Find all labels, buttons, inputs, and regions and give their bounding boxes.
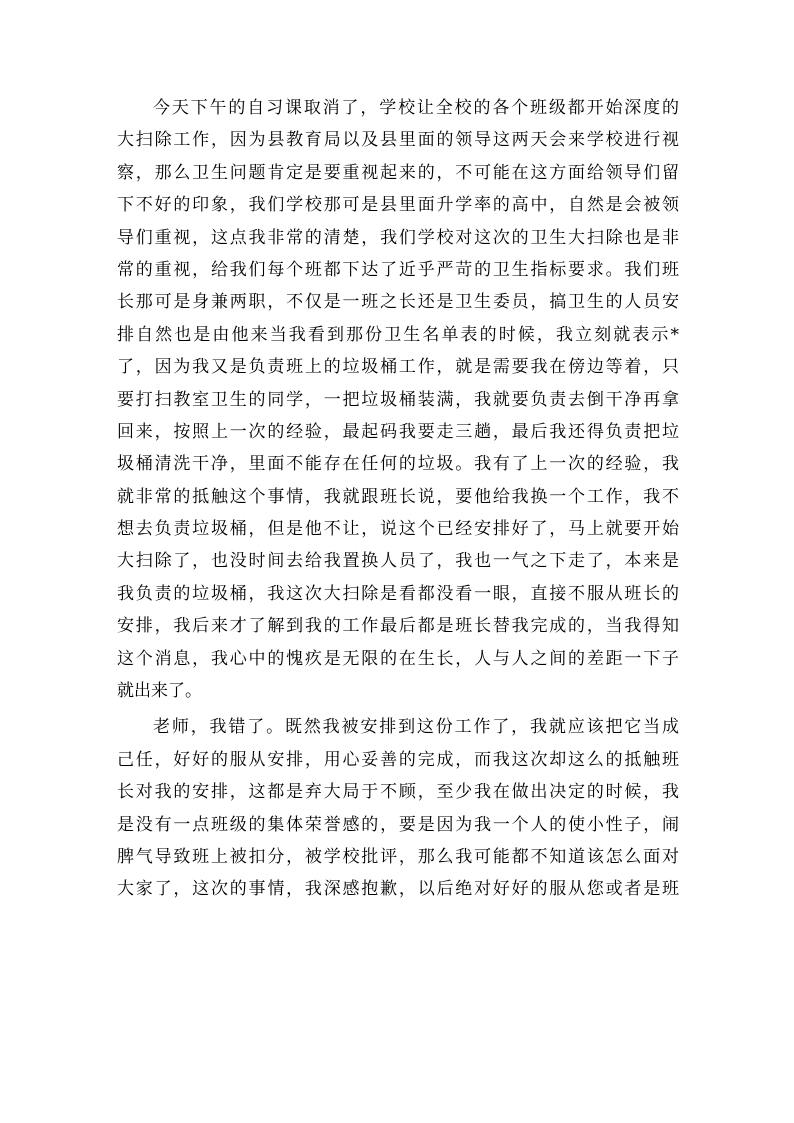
text-line: 长那可是身兼两职，不仅是一班之长还是卫生委员，搞卫生的人员安 — [117, 292, 679, 313]
text-line: 安排，我后来才了解到我的工作最后都是班长替我完成的，当我得知 — [117, 616, 679, 637]
text-line: 想去负责垃圾桶，但是他不让，说这个已经安排好了，马上就要开始 — [117, 519, 679, 540]
text-line: 今天下午的自习课取消了，学校让全校的各个班级都开始深度的 — [153, 98, 679, 118]
text-line: 常的重视，给我们每个班都下达了近乎严苛的卫生指标要求。我们班 — [117, 259, 679, 280]
text-line: 导们重视，这点我非常的清楚，我们学校对这次的卫生大扫除也是非 — [117, 227, 679, 248]
text-line: 大家了，这次的事情，我深感抱歉，以后绝对好好的服从您或者是班 — [117, 879, 679, 900]
text-line: 排自然也是由他来当我看到那份卫生名单表的时候，我立刻就表示* — [117, 324, 679, 345]
text-line: 就非常的抵触这个事情，我就跟班长说，要他给我换一个工作，我不 — [117, 486, 679, 507]
text-line: 这个消息，我心中的愧疚是无限的在生长，人与人之间的差距一下子 — [117, 648, 679, 669]
text-line: 我负责的垃圾桶，我这次大扫除是看都没看一眼，直接不服从班长的 — [117, 583, 679, 604]
text-line: 察，那么卫生问题肯定是要重视起来的，不可能在这方面给领导们留 — [117, 162, 679, 183]
paragraph-2 — [117, 711, 679, 905]
text-line: 圾桶清洗干净，里面不能存在任何的垃圾。我有了上一次的经验，我 — [117, 454, 679, 475]
text-line: 了，因为我又是负责班上的垃圾桶工作，就是需要我在傍边等着，只 — [117, 357, 679, 378]
text-line: 老师，我错了。既然我被安排到这份工作了，我就应该把它当成 — [153, 717, 679, 738]
text-line: 下不好的印象，我们学校那可是县里面升学率的高中，自然是会被领 — [117, 195, 679, 216]
text-line: 大扫除工作，因为县教育局以及县里面的领导这两天会来学校进行视 — [117, 130, 679, 151]
text-line: 是没有一点班级的集体荣誉感的，要是因为我一个人的使小性子，闹 — [117, 814, 679, 835]
text-line: 脾气导致班上被扣分，被学校批评，那么我可能都不知道该怎么面对 — [117, 846, 679, 867]
text-line: 长对我的安排，这都是弃大局于不顾，至少我在做出决定的时候，我 — [117, 782, 679, 803]
text-line: 大扫除了，也没时间去给我置换人员了，我也一气之下走了，本来是 — [117, 551, 679, 572]
paragraph-1 — [117, 92, 679, 707]
text-line: 就出来了。 — [117, 681, 202, 702]
document-body — [117, 92, 679, 910]
text-line: 己任，好好的服从安排，用心妥善的完成，而我这次却这么的抵触班 — [117, 749, 679, 770]
text-line: 回来，按照上一次的经验，最起码我要走三趟，最后我还得负责把垃 — [117, 421, 679, 442]
text-line: 要打扫教室卫生的同学，一把垃圾桶装满，我就要负责去倒干净再拿 — [117, 389, 679, 410]
